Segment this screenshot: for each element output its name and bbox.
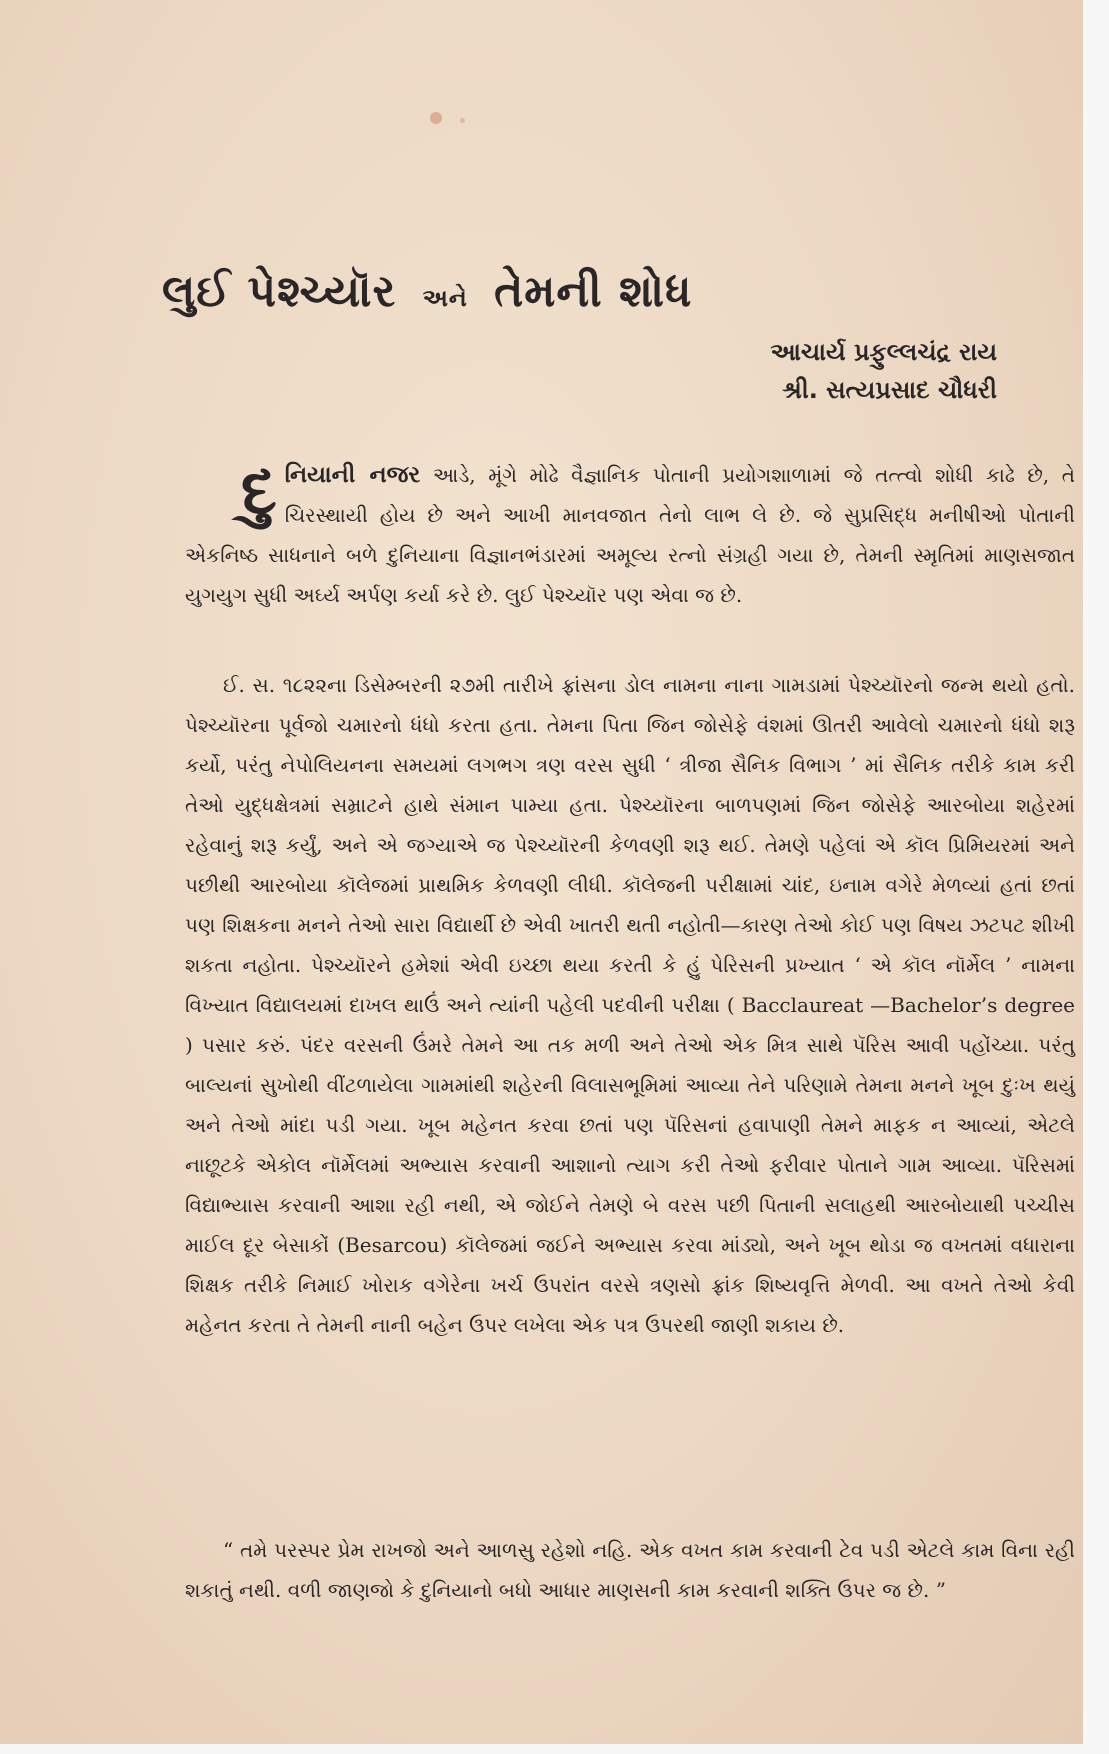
author-name: શ્રી. સત્યપ્રસાદ ચૌધરી [782,376,997,404]
author-name: આચાર્ય પ્રફુલ્લચંદ્ર રાય [770,338,997,366]
title-part-2: તેમની શોધ [494,266,693,317]
body-paragraph: ઈ. સ. ૧૮૨૨ના ડિસેમ્બરની ૨૭મી તારીખે ફ્રાંસના ડોલ નામના નાના ગામડામાં પેશ્ચ્યૉરનો જન્મ થયો હતો. પેશ્ચ્યૉરના પૂર્વજો ચમારનો ધંધો કરતા હતા. તેમના પિતા જિન જોસેફે વંશમાં ઊતરી આવેલો ચમારનો ધંધો શરૂ કર્યો, પરંતુ નેપોલિયનના સમયમાં લગભગ ત્રણ વરસ સુધી ‘ ત્રીજા સૈનિક વિભાગ ’ માં સૈનિક તરીકે કામ કરી તેઓ યુદ્ધક્ષેત્રમાં સમ્રાટને હાથે સંમાન પામ્યા હતા. પેશ્ચ્યૉરના બાળપણમાં જિન જોસેફે આરબોયા શહેરમાં રહેવાનું શરૂ કર્યું, અને એ જગ્યાએ જ પેશ્ચ્યૉરની કેળવણી શરૂ થઈ. તેમણે પહેલાં એ કૉલ પ્રિમિયરમાં અને પછીથી આરબોયા કૉલેજમાં પ્રાથમિક કેળવણી લીધી. કૉલેજની પરીક્ષામાં ચાંદ, ઇનામ વગેરે મેળવ્યાં હતાં છતાં પણ શિક્ષકના મનને તેઓ સારા વિદ્યાર્થી છે એવી ખાતરી થતી નહોતી—કારણ તેઓ કોઈ પણ વિષય ઝટપટ શીખી શકતા નહોતા. પેશ્ચ્યૉરને હમેશાં એવી ઇચ્છા થયા કરતી કે હું પેરિસની પ્રખ્યાત ‘ એ કૉલ નૉર્મેલ ’ નામના વિખ્યાત વિદ્યાલયમાં દાખલ થાઉં અને ત્યાંની પહેલી પદવીની પરીક્ષા ( Bacclaureat —Bachelor’s degree ) પસાર કરું. પંદર વરસની ઉંમરે તેમને આ તક મળી અને તેઓ એક મિત્ર સાથે પૅરિસ આવી પહોંચ્યા. પરંતુ બાલ્યનાં સુખોથી વીંટળાયેલા ગામમાંથી શહેરની વિલાસભૂમિમાં આવ્યા તેને પરિણામે તેમના મનને ખૂબ દુઃખ થયું અને તેઓ માંદા પડી ગયા. ખૂબ મહેનત કરવા છતાં પણ પૅરિસનાં હવાપાણી તેમને માફક ન આવ્યાં, એટલે નાછૂટકે એકોલ નૉર્મેલમાં અભ્યાસ કરવાની આશાનો ત્યાગ કરી તેઓ ફરીવાર પોતાને ગામ આવ્યા. પૅરિસમાં વિદ્યાભ્યાસ કરવાની આશા રહી નથી, એ જોઈને તેમણે બે વરસ પછી પિતાની સલાહથી આરબોયાથી પચ્ચીસ માઈલ દૂર બેસાકોં (Besarcou) કૉલેજમાં જઈને અભ્યાસ કરવા માંડ્યો, અને ખૂબ થોડા જ વખતમાં વધારાના શિક્ષક તરીકે નિમાઈ ખોરાક વગેરેના ખર્ચ ઉપરાંત વરસે ત્રણસો ફ્રાંક શિષ્યવૃત્તિ મેળવી. આ વખતે તેઓ કેવી મહેનત કરતા તે તેમની નાની બહેન ઉપર લખેલા એક પત્ર ઉપરથી જાણી શકાય છે. [185,673,1075,1337]
paragraph-text: આડે, મૂંગે મોઢે વૈજ્ઞાનિક પોતાની પ્રયોગશાળામાં જે તત્ત્વો શોધી કાઢે છે, તે ચિરસ્થાયી હોય છે અને આખી માનવજાત તેનો લાભ લે છે. જે સુપ્રસિદ્ધ મનીષીઓ પોતાની એકનિષ્ઠ સાધનાને બળે દુનિયાના વિજ્ઞાનભંડારમાં અમૂલ્ય રત્નો સંગ્રહી ગયા છે, તેમની સ્મૃતિમાં માણસજાત યુગયુગ સુધી અર્ઘ્ય અર્પણ કર્યા કરે છે. લુઈ પેશ્ચ્યૉર પણ એવા જ છે. [185,463,1075,607]
paper-stain [460,118,465,123]
body-paragraph [185,455,1075,660]
lead-in-text: નિયાની નજર [284,462,421,488]
quoted-paragraph: “ તમે પરસ્પર પ્રેમ રાખજો અને આળસુ રહેશો નહિ. એક વખત કામ કરવાની ટેવ પડી એટલે કામ વિના રહી શકાતું નથી. વળી જાણજો કે દુનિયાનો બધો આધાર માણસની કામ કરવાની શક્તિ ઉપર જ છે. ” [185,1538,1075,1602]
title-part-1: લુઈ પેશ્ચ્યૉર [162,266,397,317]
article-title [162,262,762,322]
drop-cap: દુ [241,455,277,529]
title-conjunction: અને [422,284,468,312]
paper-stain [430,112,442,124]
